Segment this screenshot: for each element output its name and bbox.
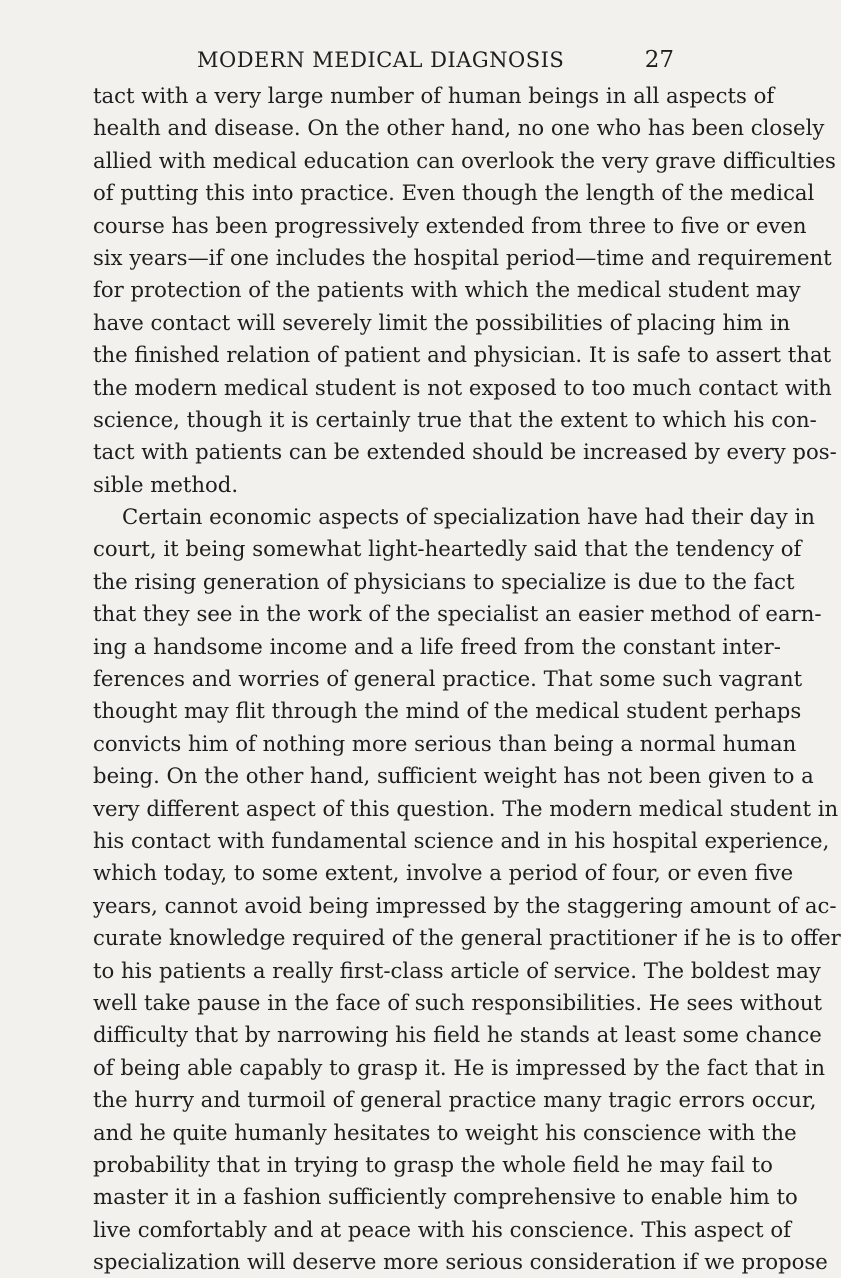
text-line: to his patients a really first-class article of service. The boldest may [93, 957, 821, 983]
text-line: of putting this into practice. Even though the length of the medical [93, 180, 815, 206]
text-line: court, it being somewhat light-heartedly said that the tendency of [93, 536, 802, 562]
paragraph-2 [93, 501, 841, 1278]
text-line: specialization will deserve more serious consideration if we propose [93, 1249, 828, 1275]
text-line: his contact with fundamental science and in his hospital experience, [93, 827, 830, 853]
text-line: years, cannot avoid being impressed by the staggering amount of ac- [93, 892, 837, 918]
text-line: live comfortably and at peace with his conscience. This aspect of [93, 1216, 791, 1242]
text-line: course has been progressively extended from three to five or even [93, 212, 807, 238]
running-head [0, 44, 801, 76]
text-line: allied with medical education can overlook the very grave difficulties [93, 147, 836, 173]
text-line: thought may flit through the mind of the medical student perhaps [93, 698, 802, 724]
text-line: curate knowledge required of the general practitioner if he is to offer [93, 925, 841, 951]
text-line: that they see in the work of the specialist an easier method of earn- [93, 601, 822, 627]
text-line: science, though it is certainly true that the extent to which his con- [93, 406, 817, 432]
text-line: have contact will severely limit the possibilities of placing him in [93, 309, 791, 335]
text-line: ferences and worries of general practice. That some such vagrant [93, 666, 803, 692]
text-line: the modern medical student is not exposed to too much contact with [93, 374, 832, 400]
page-number: 27 [644, 47, 674, 73]
text-line: health and disease. On the other hand, no one who has been closely [93, 115, 825, 141]
paragraph-1 [93, 80, 837, 501]
text-line: for protection of the patients with which the medical student may [93, 277, 801, 303]
text-line: convicts him of nothing more serious than being a normal human [93, 730, 797, 756]
text-line: of being able capably to grasp it. He is impressed by the fact that in [93, 1054, 825, 1080]
text-line: being. On the other hand, sufficient weight has not been given to a [93, 763, 814, 789]
text-line: Certain economic aspects of specialization have had their day in [122, 504, 815, 530]
text-line: master it in a fashion sufficiently comprehensive to enable him to [93, 1184, 798, 1210]
text-line: the rising generation of physicians to specialize is due to the fact [93, 568, 795, 594]
text-line: well take pause in the face of such responsibilities. He sees without [93, 989, 823, 1015]
text-line: six years—if one includes the hospital period—time and requirement [93, 244, 832, 270]
text-line: tact with patients can be extended should be increased by every pos- [93, 439, 837, 465]
text-line: and he quite humanly hesitates to weight his conscience with the [93, 1119, 797, 1145]
text-line: sible method. [93, 471, 239, 497]
text-line: which today, to some extent, involve a period of four, or even five [93, 860, 794, 886]
text-line: ing a handsome income and a life freed from the constant inter- [93, 633, 781, 659]
body-text [93, 80, 841, 1278]
text-line: very different aspect of this question. The modern medical student in [93, 795, 839, 821]
text-line: the hurry and turmoil of general practice many tragic errors occur, [93, 1087, 817, 1113]
text-line: difficulty that by narrowing his field he stands at least some chance [93, 1022, 822, 1048]
text-line: tact with a very large number of human beings in all aspects of [93, 83, 775, 108]
text-line: the finished relation of patient and physician. It is safe to assert that [93, 342, 832, 368]
running-title: MODERN MEDICAL DIAGNOSIS [197, 48, 565, 72]
text-line: probability that in trying to grasp the whole field he may fail to [93, 1151, 773, 1177]
